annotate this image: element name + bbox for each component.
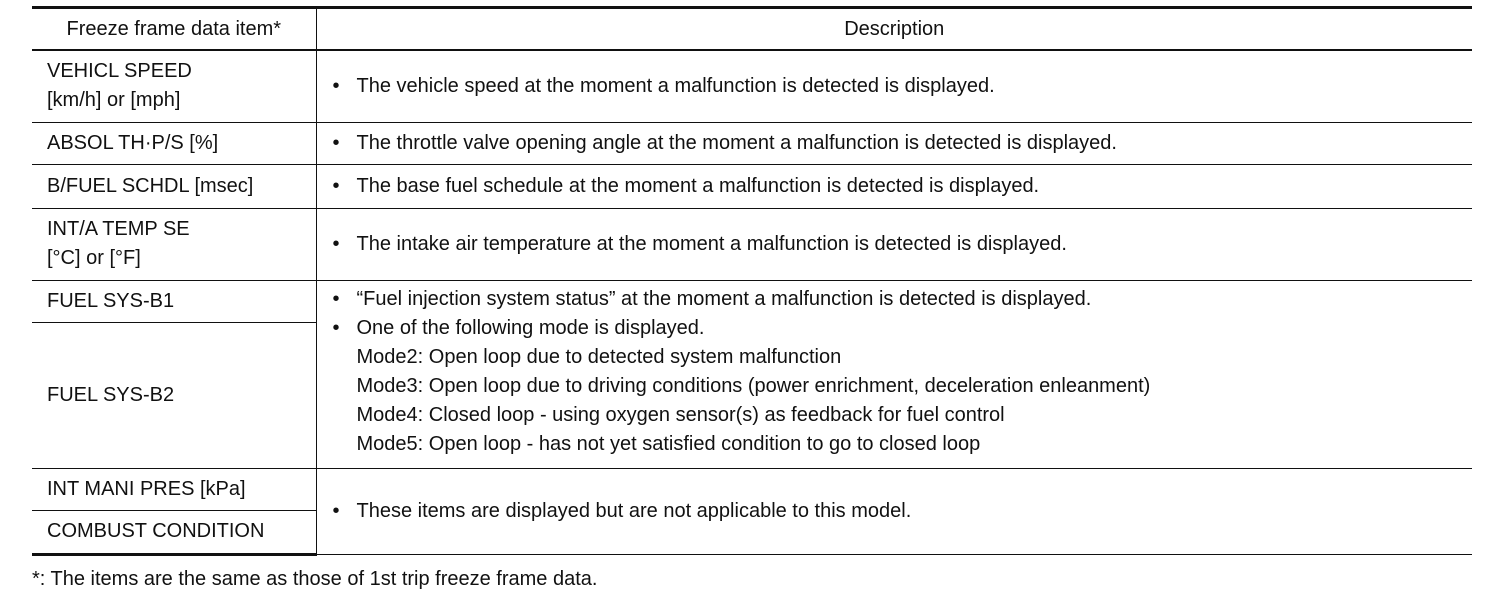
table-row [32, 208, 1472, 280]
mode-line: Mode2: Open loop due to detected system malfunction [356, 346, 842, 368]
bullet-mark: • [332, 131, 340, 154]
table-row [32, 50, 1472, 122]
description-text: The base fuel schedule at the moment a malfunction is detected is displayed. [356, 174, 1040, 197]
item-label: B/FUEL SCHDL [msec] [47, 174, 254, 197]
item-cell [32, 164, 316, 208]
freeze-frame-table [32, 6, 1472, 556]
bullet-mark: • [332, 74, 340, 97]
item-cell [32, 122, 316, 164]
header-description: Description [844, 17, 945, 40]
freeze-frame-document [32, 6, 1472, 592]
mode-line: Mode3: Open loop due to driving conditions (power enrichment, deceleration enleanment) [356, 375, 1151, 397]
item-cell [32, 468, 316, 510]
description-text: The vehicle speed at the moment a malfunction is detected is displayed. [356, 74, 995, 97]
item-unit: [°C] or [°F] [47, 247, 141, 269]
header-item: Freeze frame data item* [32, 8, 316, 51]
description-text: The intake air temperature at the moment a malfunction is detected is displayed. [356, 232, 1067, 255]
bullet-mark: • [332, 499, 340, 522]
item-cell [32, 280, 316, 322]
item-cell [32, 510, 316, 554]
description-cell [316, 164, 1472, 208]
item-label: INT/A TEMP SE [47, 218, 190, 240]
description-text: The throttle valve opening angle at the moment a malfunction is detected is displayed. [356, 131, 1117, 154]
item-cell [32, 50, 316, 122]
description-text: “Fuel injection system status” at the moment a malfunction is detected is displayed. [356, 288, 1092, 310]
mode-line: Mode4: Closed loop - using oxygen sensor(s) as feedback for fuel control [356, 404, 1005, 426]
table-row [32, 468, 1472, 510]
description-text: These items are displayed but are not applicable to this model. [356, 499, 912, 522]
item-label: ABSOL TH·P/S [%] [47, 131, 219, 154]
table-row [32, 164, 1472, 208]
description-cell [316, 208, 1472, 280]
description-text: One of the following mode is displayed. [356, 317, 705, 339]
item-label: VEHICL SPEED [47, 60, 192, 83]
mode-line: Mode5: Open loop - has not yet satisfied condition to go to closed loop [356, 433, 981, 455]
item-label: FUEL SYS-B1 [47, 289, 175, 312]
item-unit: [km/h] or [mph] [47, 89, 181, 112]
bullet-mark: • [332, 232, 340, 255]
fuel-system-description-cell [316, 280, 1472, 468]
not-applicable-description-cell [316, 468, 1472, 554]
bullet-mark: • [332, 174, 340, 197]
bullet-mark: • [332, 288, 340, 310]
table-row [32, 280, 1472, 322]
table-row [32, 122, 1472, 164]
description-cell [316, 50, 1472, 122]
item-label: COMBUST CONDITION [47, 520, 265, 542]
item-cell [32, 322, 316, 468]
bullet-mark: • [332, 317, 340, 339]
item-label: INT MANI PRES [kPa] [47, 477, 246, 500]
item-cell [32, 208, 316, 280]
footnote: *: The items are the same as those of 1st trip freeze frame data. [32, 567, 598, 590]
table-header-row [32, 8, 1472, 51]
description-cell [316, 122, 1472, 164]
item-label: FUEL SYS-B2 [47, 383, 175, 406]
